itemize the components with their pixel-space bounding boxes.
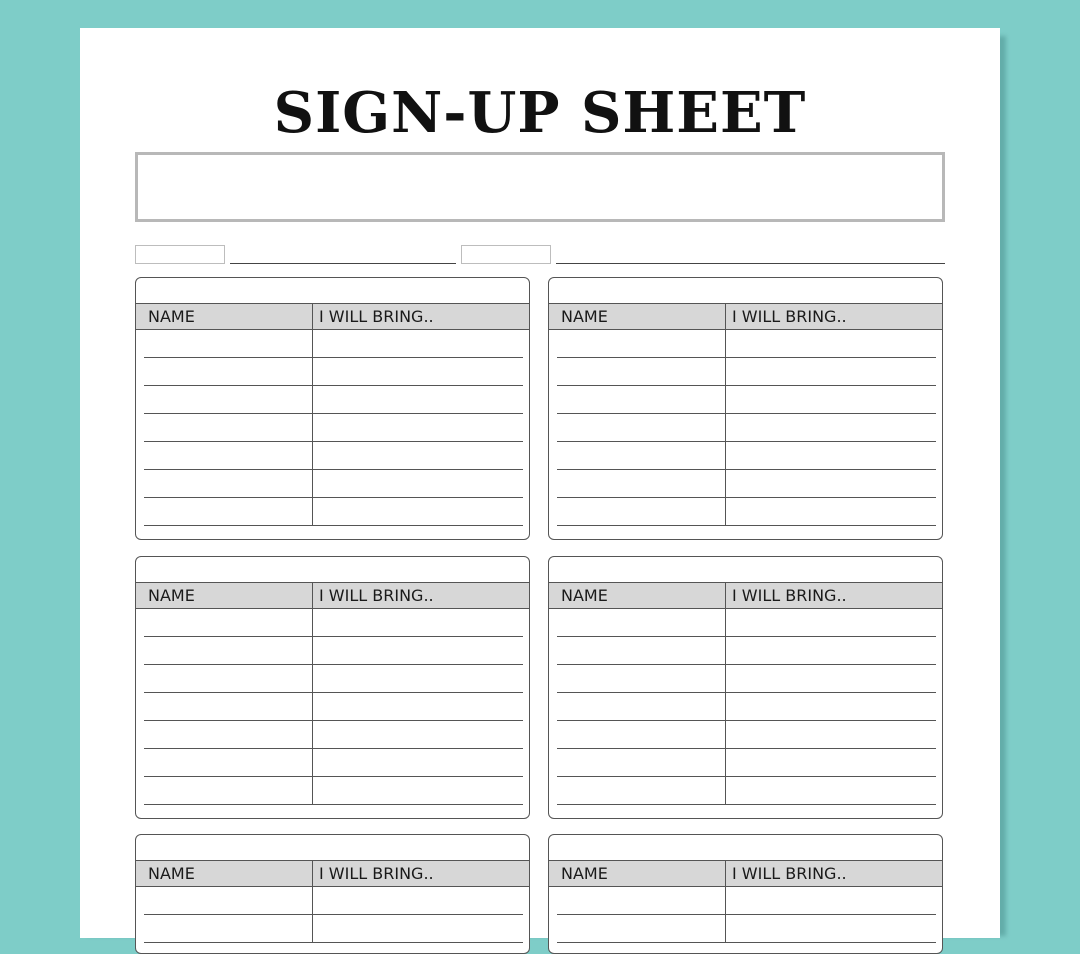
signup-card (548, 834, 943, 954)
card-header (136, 835, 529, 861)
name-column-header: NAME (561, 307, 608, 326)
sign-up-sheet-page (80, 28, 1000, 938)
signup-row (136, 386, 529, 414)
card-header (549, 278, 942, 304)
signup-row (549, 749, 942, 777)
signup-card (548, 556, 943, 819)
signup-row (549, 665, 942, 693)
bring-column-header: I WILL BRING.. (312, 861, 523, 887)
column-headers (136, 583, 529, 609)
bring-column-header: I WILL BRING.. (312, 583, 523, 609)
signup-rows (136, 609, 529, 805)
signup-row (549, 777, 942, 805)
signup-row (549, 386, 942, 414)
signup-row (549, 442, 942, 470)
signup-row (136, 721, 529, 749)
signup-row (136, 330, 529, 358)
card-header (549, 557, 942, 583)
signup-row (136, 358, 529, 386)
signup-row (549, 721, 942, 749)
date-label-box (135, 245, 225, 264)
signup-row (136, 693, 529, 721)
column-headers (136, 861, 529, 887)
signup-card (548, 277, 943, 540)
signup-row (136, 442, 529, 470)
signup-row (549, 414, 942, 442)
column-headers (549, 304, 942, 330)
signup-row (136, 777, 529, 805)
signup-row (549, 498, 942, 526)
signup-row (136, 915, 529, 943)
signup-row (136, 609, 529, 637)
signup-rows (549, 330, 942, 526)
signup-rows (549, 609, 942, 805)
signup-row (136, 470, 529, 498)
signup-rows (549, 887, 942, 943)
name-column-header: NAME (561, 864, 608, 883)
column-headers (136, 304, 529, 330)
name-column-header: NAME (148, 864, 195, 883)
signup-row (549, 609, 942, 637)
signup-row (136, 414, 529, 442)
card-header (136, 278, 529, 304)
signup-row (549, 330, 942, 358)
column-headers (549, 861, 942, 887)
signup-row (549, 915, 942, 943)
signup-row (136, 749, 529, 777)
signup-row (136, 637, 529, 665)
column-headers (549, 583, 942, 609)
signup-rows (136, 887, 529, 943)
signup-row (549, 887, 942, 915)
page-title: SIGN-UP SHEET (273, 80, 807, 146)
signup-row (549, 637, 942, 665)
signup-row (549, 693, 942, 721)
signup-row (549, 358, 942, 386)
signup-card (135, 277, 530, 540)
name-column-header: NAME (148, 586, 195, 605)
card-header (549, 835, 942, 861)
signup-row (136, 887, 529, 915)
bring-column-header: I WILL BRING.. (725, 583, 936, 609)
signup-rows (136, 330, 529, 526)
bring-column-header: I WILL BRING.. (312, 304, 523, 330)
signup-card (135, 556, 530, 819)
name-column-header: NAME (561, 586, 608, 605)
bring-column-header: I WILL BRING.. (725, 304, 936, 330)
event-name-box (135, 152, 945, 222)
name-column-header: NAME (148, 307, 195, 326)
time-line (556, 263, 945, 264)
bring-column-header: I WILL BRING.. (725, 861, 936, 887)
signup-row (549, 470, 942, 498)
signup-row (136, 665, 529, 693)
signup-row (136, 498, 529, 526)
time-label-box (461, 245, 551, 264)
date-line (230, 263, 456, 264)
card-header (136, 557, 529, 583)
signup-card (135, 834, 530, 954)
